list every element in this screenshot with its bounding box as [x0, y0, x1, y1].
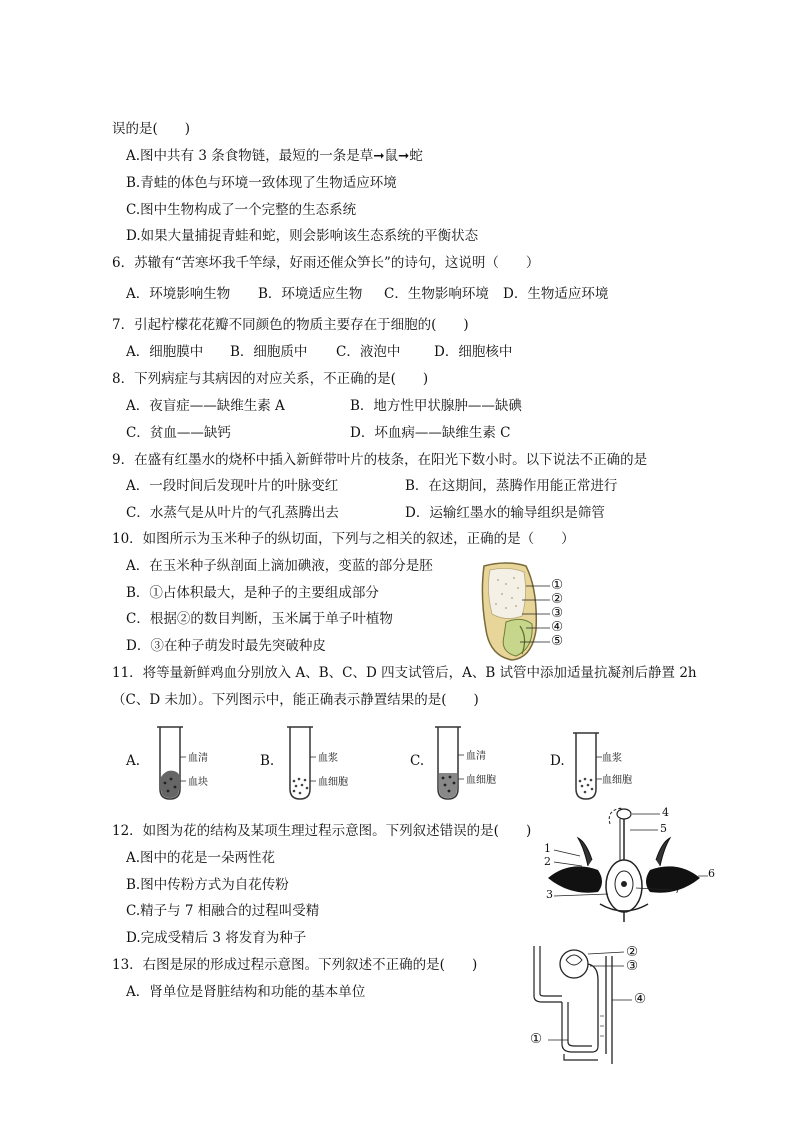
q11-option-b[interactable] [260, 723, 360, 803]
q10-option-d[interactable]: D．③在种子萌发时最先突破种皮 [126, 638, 326, 654]
q9-stem: 9．在盛有红墨水的烧杯中插入新鲜带叶片的枝条，在阳光下数小时。以下说法不正确的是 [112, 452, 648, 468]
nephron-diagram [528, 936, 678, 1068]
q5-option-a[interactable]: A.图中共有 3 条食物链，最短的一条是草➞鼠➞蛇 [126, 148, 423, 164]
q6-option-d[interactable]: D．生物适应环境 [503, 286, 609, 302]
tube-a-letter: A. [126, 753, 141, 769]
q11-option-a[interactable] [126, 723, 226, 803]
tube-d-letter: D. [550, 753, 565, 769]
q13-option-a[interactable]: A．肾单位是肾脏结构和功能的基本单位 [126, 984, 366, 1000]
q6-option-c[interactable]: C．生物影响环境 [384, 286, 489, 302]
q12-option-a[interactable]: A.图中的花是一朵两性花 [126, 850, 276, 866]
tube-b-letter: B. [260, 753, 275, 769]
q9-option-c[interactable]: C．水蒸气是从叶片的气孔蒸腾出去 [126, 505, 339, 521]
tube-c-bottom-label: 血细胞 [466, 775, 496, 786]
q12-option-b[interactable]: B.图中传粉方式为自花传粉 [126, 877, 289, 893]
seed-label-1: ① [551, 577, 564, 593]
flower-diagram [540, 804, 720, 922]
q8-option-c[interactable]: C．贫血——缺钙 [126, 425, 231, 441]
tube-a-top-label: 血清 [188, 753, 208, 764]
flower-label-3: 3 [546, 888, 553, 901]
q12-stem: 12．如图为花的结构及某项生理过程示意图。下列叙述错误的是( ) [112, 823, 532, 839]
flower-label-6: 6 [708, 867, 715, 880]
q5-option-d[interactable]: D.如果大量捕捉青蛙和蛇，则会影响该生态系统的平衡状态 [126, 228, 479, 244]
seed-label-2: ② [551, 591, 564, 607]
q8-option-a[interactable]: A．夜盲症——缺维生素 A [126, 398, 285, 414]
q6-option-a[interactable]: A．环境影响生物 [126, 286, 231, 302]
q7-option-c[interactable]: C．液泡中 [336, 344, 401, 360]
q10-option-b[interactable]: B．①占体积最大，是种子的主要组成部分 [126, 585, 379, 601]
tube-a-bottom-label: 血块 [188, 777, 208, 788]
tube-c-icon [434, 723, 464, 803]
q5-stem-tail: 误的是( ) [112, 121, 191, 137]
q9-option-b[interactable]: B．在这期间，蒸腾作用能正常进行 [405, 478, 618, 494]
tube-b-bottom-label: 血细胞 [318, 777, 348, 788]
q9-option-a[interactable]: A．一段时间后发现叶片的叶脉变红 [126, 478, 339, 494]
flower-label-7: 7 [674, 883, 681, 896]
nephron-label-2: ② [626, 944, 639, 960]
q13-stem: 13．右图是尿的形成过程示意图。下列叙述不正确的是( ) [112, 957, 478, 973]
tube-d-bottom-label: 血细胞 [602, 775, 632, 786]
seed-label-3: ③ [551, 605, 564, 621]
q7-stem: 7．引起柠檬花花瓣不同颜色的物质主要存在于细胞的( ) [112, 317, 469, 333]
q12-option-d[interactable]: D.完成受精后 3 将发育为种子 [126, 930, 307, 946]
q8-stem: 8．下列病症与其病因的对应关系，不正确的是( ) [112, 371, 429, 387]
corn-seed-figure [476, 560, 576, 664]
q11-option-c[interactable] [410, 723, 510, 803]
q5-option-c[interactable]: C.图中生物构成了一个完整的生态系统 [126, 202, 357, 218]
q10-option-c[interactable]: C．根据②的数目判断，玉米属于单子叶植物 [126, 611, 393, 627]
q11-stem-line2: （C、D 未加）。下列图示中，能正确表示静置结果的是( ) [112, 692, 479, 708]
tube-b-top-label: 血浆 [318, 753, 338, 764]
q6-option-b[interactable]: B．环境适应生物 [258, 286, 363, 302]
q5-option-b[interactable]: B.青蛙的体色与环境一致体现了生物适应环境 [126, 175, 397, 191]
q11-stem-line1: 11．将等量新鲜鸡血分别放入 A、B、C、D 四支试管后，A、B 试管中添加适量抗凝剂后静置 2h [112, 665, 697, 681]
flower-label-1: 1 [544, 842, 551, 855]
q12-option-c[interactable]: C.精子与 7 相融合的过程叫受精 [126, 903, 320, 919]
q9-option-d[interactable]: D．运输红墨水的输导组织是筛管 [405, 505, 605, 521]
q8-option-b[interactable]: B．地方性甲状腺肿——缺碘 [350, 398, 522, 414]
nephron-label-1: ① [530, 1031, 543, 1047]
nephron-figure [528, 936, 678, 1068]
tube-c-letter: C. [410, 753, 425, 769]
seed-label-5: ⑤ [551, 633, 564, 649]
tube-b-icon [286, 723, 316, 803]
tube-c-top-label: 血清 [466, 751, 486, 762]
nephron-label-4: ④ [634, 991, 647, 1007]
tube-d-top-label: 血浆 [602, 753, 622, 764]
q6-stem: 6．苏辙有“苦寒坏我千竿绿，好雨还催众笋长”的诗句，这说明（ ） [112, 255, 540, 271]
flower-label-2: 2 [544, 855, 551, 868]
q10-option-a[interactable]: A．在玉米种子纵剖面上滴加碘液，变蓝的部分是胚 [126, 558, 433, 574]
seed-label-4: ④ [551, 619, 564, 635]
q10-stem: 10．如图所示为玉米种子的纵切面，下列与之相关的叙述，正确的是（ ） [112, 531, 575, 547]
q7-option-d[interactable]: D．细胞核中 [434, 344, 513, 360]
flower-label-5: 5 [660, 822, 667, 835]
q8-option-d[interactable]: D．坏血病——缺维生素 C [350, 425, 511, 441]
tube-d-icon [572, 729, 602, 809]
tube-a-icon [156, 723, 186, 803]
q11-option-d[interactable] [550, 723, 650, 803]
q7-option-b[interactable]: B．细胞质中 [230, 344, 308, 360]
nephron-label-3: ③ [626, 958, 639, 974]
flower-label-4: 4 [662, 806, 669, 819]
q7-option-a[interactable]: A．细胞膜中 [126, 344, 204, 360]
flower-figure [540, 804, 720, 922]
